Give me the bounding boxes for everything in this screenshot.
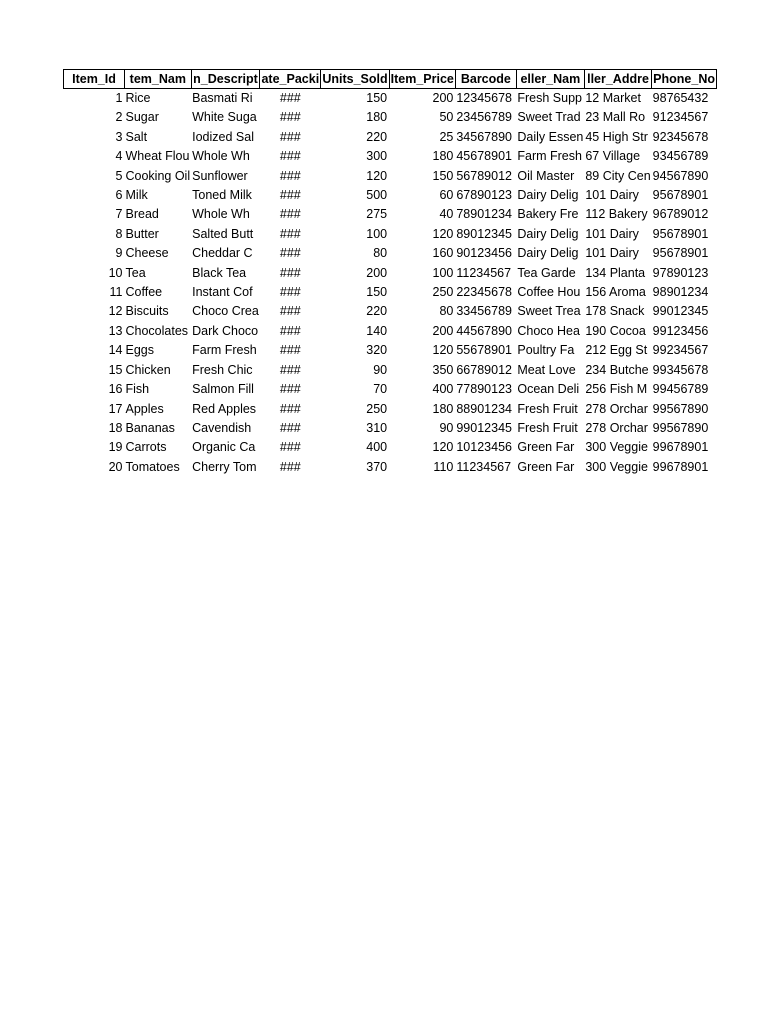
cell-seller-name[interactable]: Oil Master: [517, 168, 575, 183]
cell-seller-address[interactable]: 190 Cocoa: [585, 323, 646, 338]
cell-units-sold[interactable]: 300: [366, 149, 388, 164]
cell-barcode[interactable]: 99012345: [456, 420, 512, 435]
cell-item-id[interactable]: 18: [108, 420, 123, 435]
cell-seller-address[interactable]: 300 Veggie: [585, 459, 648, 474]
cell-barcode[interactable]: 90123456: [456, 246, 512, 261]
cell-item-price[interactable]: 110: [433, 459, 454, 474]
cell-item-name[interactable]: Cheese: [125, 246, 169, 261]
cell-item-price[interactable]: 200: [432, 323, 454, 338]
table-row: [64, 302, 717, 321]
cell-date-packing[interactable]: ###: [279, 226, 301, 241]
cell-units-sold[interactable]: 80: [373, 246, 388, 261]
cell-phone-no[interactable]: 95678901: [652, 226, 709, 241]
cell-phone-no[interactable]: 92345678: [652, 129, 709, 144]
cell-seller-name[interactable]: Dairy Delig: [517, 246, 579, 261]
cell-item-price[interactable]: 120: [432, 440, 454, 455]
cell-seller-address[interactable]: 101 Dairy: [585, 226, 639, 241]
cell-phone-no[interactable]: 97890123: [652, 265, 709, 280]
cell-item-name[interactable]: Apples: [125, 401, 164, 416]
cell-phone-no[interactable]: 91234567: [652, 110, 709, 125]
cell-item-price[interactable]: 250: [432, 285, 454, 300]
cell-item-description[interactable]: Organic Ca: [192, 440, 256, 455]
cell-seller-address[interactable]: 278 Orchar: [585, 420, 648, 435]
cell-date-packing[interactable]: ###: [279, 440, 301, 455]
cell-seller-address[interactable]: 256 Fish M: [585, 382, 648, 397]
cell-item-price[interactable]: 50: [439, 110, 454, 125]
cell-date-packing[interactable]: ###: [279, 459, 301, 474]
table-row: [64, 419, 717, 438]
cell-units-sold[interactable]: 120: [366, 168, 388, 183]
cell-phone-no[interactable]: 99456789: [652, 382, 709, 397]
cell-item-id[interactable]: 17: [108, 401, 123, 416]
cell-barcode[interactable]: 78901234: [456, 207, 512, 222]
cell-seller-address[interactable]: 278 Orchar: [585, 401, 648, 416]
cell-seller-name[interactable]: Choco Hea: [517, 323, 580, 338]
cell-item-price[interactable]: 60: [439, 188, 454, 203]
cell-seller-address[interactable]: 101 Dairy: [585, 246, 639, 261]
cell-item-id[interactable]: 12: [108, 304, 123, 319]
cell-item-name[interactable]: Fish: [125, 382, 150, 397]
cell-barcode[interactable]: 77890123: [456, 382, 512, 397]
cell-item-id[interactable]: 3: [115, 129, 123, 144]
table-row: [64, 264, 717, 283]
cell-seller-address[interactable]: 12 Market: [585, 91, 641, 105]
cell-seller-name[interactable]: Sweet Trea: [517, 304, 581, 319]
cell-date-packing[interactable]: ###: [279, 323, 301, 338]
cell-item-price[interactable]: 25: [439, 129, 454, 144]
cell-item-name[interactable]: Chicken: [125, 362, 171, 377]
cell-item-name[interactable]: Butter: [125, 226, 159, 241]
cell-units-sold[interactable]: 400: [366, 440, 388, 455]
cell-barcode[interactable]: 11234567: [456, 459, 512, 474]
cell-item-name[interactable]: Tea: [125, 265, 146, 280]
cell-seller-name[interactable]: Daily Essen: [517, 129, 584, 144]
cell-item-description[interactable]: Toned Milk: [192, 188, 252, 203]
header-col-seller-name[interactable]: eller_Nam: [516, 70, 584, 89]
cell-item-id[interactable]: 16: [108, 382, 123, 397]
cell-phone-no[interactable]: 99567890: [652, 420, 709, 435]
cell-units-sold[interactable]: 70: [373, 382, 388, 397]
cell-date-packing[interactable]: ###: [279, 149, 301, 164]
cell-item-price[interactable]: 100: [432, 265, 454, 280]
cell-phone-no[interactable]: 98765432: [652, 91, 709, 105]
table-row: [64, 225, 717, 244]
cell-item-price[interactable]: 180: [432, 401, 454, 416]
cell-item-id[interactable]: 13: [108, 323, 123, 338]
cell-units-sold[interactable]: 150: [366, 91, 388, 105]
cell-date-packing[interactable]: ###: [279, 129, 301, 144]
cell-seller-name[interactable]: Fresh Supp: [517, 91, 582, 105]
header-col-item-name[interactable]: tem_Nam: [125, 70, 192, 89]
cell-date-packing[interactable]: ###: [279, 207, 301, 222]
cell-date-packing[interactable]: ###: [279, 304, 301, 319]
cell-barcode[interactable]: 11234567: [456, 265, 512, 280]
cell-barcode[interactable]: 23456789: [456, 110, 512, 125]
cell-phone-no[interactable]: 95678901: [652, 188, 709, 203]
cell-item-description[interactable]: Black Tea: [192, 265, 247, 280]
table-row: [64, 380, 717, 399]
spreadsheet-table: [63, 69, 717, 477]
cell-item-price[interactable]: 160: [432, 246, 454, 261]
cell-item-id[interactable]: 9: [115, 246, 123, 261]
cell-item-id[interactable]: 5: [115, 168, 123, 183]
cell-date-packing[interactable]: ###: [279, 285, 301, 300]
cell-item-description[interactable]: Cheddar C: [192, 246, 253, 261]
table-body: [64, 89, 717, 478]
table-row: [64, 244, 717, 263]
cell-phone-no[interactable]: 99123456: [652, 323, 709, 338]
cell-phone-no[interactable]: 94567890: [652, 168, 709, 183]
cell-item-description[interactable]: Whole Wh: [192, 207, 250, 222]
cell-barcode[interactable]: 56789012: [456, 168, 512, 183]
cell-phone-no[interactable]: 95678901: [652, 246, 709, 261]
cell-item-name[interactable]: Rice: [125, 91, 151, 105]
cell-seller-address[interactable]: 112 Bakery: [585, 207, 648, 222]
cell-seller-address[interactable]: 23 Mall Ro: [585, 110, 646, 125]
cell-units-sold[interactable]: 90: [373, 362, 388, 377]
cell-seller-address[interactable]: 156 Aroma: [585, 285, 646, 300]
cell-barcode[interactable]: 55678901: [456, 343, 512, 358]
cell-item-price[interactable]: 150: [432, 168, 454, 183]
cell-date-packing[interactable]: ###: [279, 168, 301, 183]
cell-phone-no[interactable]: 99345678: [652, 362, 709, 377]
cell-item-description[interactable]: Red Apples: [192, 401, 257, 416]
cell-item-id[interactable]: 15: [108, 362, 123, 377]
cell-item-price[interactable]: 120: [432, 343, 454, 358]
cell-item-price[interactable]: 80: [439, 304, 454, 319]
cell-barcode[interactable]: 66789012: [456, 362, 512, 377]
cell-item-description[interactable]: Choco Crea: [192, 304, 259, 319]
cell-units-sold[interactable]: 220: [366, 304, 388, 319]
cell-units-sold[interactable]: 220: [366, 129, 388, 144]
cell-item-id[interactable]: 7: [115, 207, 123, 222]
cell-item-id[interactable]: 14: [108, 343, 123, 358]
cell-seller-address[interactable]: 101 Dairy: [585, 188, 639, 203]
cell-item-name[interactable]: Tomatoes: [125, 459, 180, 474]
cell-item-name[interactable]: Eggs: [125, 343, 154, 358]
cell-item-name[interactable]: Cooking Oil: [125, 168, 191, 183]
cell-item-id[interactable]: 11: [109, 285, 123, 300]
table-row: [64, 400, 717, 419]
cell-phone-no[interactable]: 99012345: [652, 304, 709, 319]
cell-item-description[interactable]: Basmati Ri: [192, 91, 253, 105]
cell-item-price[interactable]: 180: [432, 149, 454, 164]
cell-seller-name[interactable]: Green Far: [517, 459, 575, 474]
cell-item-name[interactable]: Coffee: [125, 285, 163, 300]
cell-barcode[interactable]: 34567890: [456, 129, 512, 144]
cell-item-id[interactable]: 19: [108, 440, 123, 455]
cell-date-packing[interactable]: ###: [279, 362, 301, 377]
table-row: [64, 186, 717, 205]
cell-item-name[interactable]: Biscuits: [125, 304, 169, 319]
cell-units-sold[interactable]: 250: [366, 401, 388, 416]
cell-seller-name[interactable]: Green Far: [517, 440, 575, 455]
table-row: [64, 128, 717, 147]
cell-item-name[interactable]: Carrots: [125, 440, 167, 455]
cell-date-packing[interactable]: ###: [279, 110, 301, 125]
cell-barcode[interactable]: 45678901: [456, 149, 512, 164]
cell-item-price[interactable]: 40: [439, 207, 454, 222]
cell-units-sold[interactable]: 310: [366, 420, 388, 435]
cell-date-packing[interactable]: ###: [279, 401, 301, 416]
table-row: [64, 108, 717, 127]
cell-seller-name[interactable]: Bakery Fre: [517, 207, 579, 222]
cell-date-packing[interactable]: ###: [279, 188, 301, 203]
cell-item-description[interactable]: Fresh Chic: [192, 362, 253, 377]
cell-phone-no[interactable]: 98901234: [652, 285, 709, 300]
cell-item-name[interactable]: Chocolates: [125, 323, 189, 338]
cell-seller-name[interactable]: Coffee Hou: [517, 285, 581, 300]
cell-item-price[interactable]: 400: [432, 382, 454, 397]
cell-seller-address[interactable]: 178 Snack: [585, 304, 645, 319]
table-row: [64, 361, 717, 380]
cell-units-sold[interactable]: 200: [366, 265, 388, 280]
cell-seller-address[interactable]: 134 Planta: [585, 265, 646, 280]
cell-seller-name[interactable]: Dairy Delig: [517, 226, 579, 241]
cell-item-description[interactable]: White Suga: [192, 110, 257, 125]
cell-item-id[interactable]: 4: [115, 149, 123, 164]
table-row: [64, 283, 717, 302]
cell-seller-name[interactable]: Meat Love: [517, 362, 576, 377]
cell-phone-no[interactable]: 96789012: [652, 207, 709, 222]
cell-item-price[interactable]: 90: [439, 420, 454, 435]
cell-item-price[interactable]: 120: [432, 226, 454, 241]
cell-item-description[interactable]: Iodized Sal: [192, 129, 254, 144]
cell-item-id[interactable]: 1: [115, 91, 123, 105]
cell-item-id[interactable]: 10: [108, 265, 123, 280]
header-col-phone-no[interactable]: Phone_No: [652, 70, 717, 89]
header-col-barcode[interactable]: Barcode: [455, 70, 516, 89]
cell-seller-name[interactable]: Tea Garde: [517, 265, 576, 280]
header-col-item-id[interactable]: Item_Id: [64, 70, 125, 89]
cell-phone-no[interactable]: 99567890: [652, 401, 709, 416]
cell-item-description[interactable]: Instant Cof: [192, 285, 253, 300]
cell-date-packing[interactable]: ###: [279, 343, 301, 358]
cell-item-price[interactable]: 200: [432, 91, 454, 105]
cell-barcode[interactable]: 88901234: [456, 401, 512, 416]
cell-item-id[interactable]: 2: [115, 110, 123, 125]
table-row: [64, 89, 717, 109]
cell-seller-name[interactable]: Dairy Delig: [517, 188, 579, 203]
cell-item-id[interactable]: 8: [115, 226, 123, 241]
header-col-units-sold[interactable]: Units_Sold: [321, 70, 389, 89]
cell-seller-address[interactable]: 212 Egg St: [585, 343, 648, 358]
cell-item-description[interactable]: Dark Choco: [192, 323, 259, 338]
cell-date-packing[interactable]: ###: [279, 246, 301, 261]
cell-barcode[interactable]: 10123456: [456, 440, 512, 455]
cell-units-sold[interactable]: 180: [366, 110, 388, 125]
cell-item-price[interactable]: 350: [432, 362, 454, 377]
cell-item-id[interactable]: 20: [108, 459, 123, 474]
cell-item-name[interactable]: Bread: [125, 207, 159, 222]
cell-item-description[interactable]: Salmon Fill: [192, 382, 254, 397]
cell-seller-name[interactable]: Fresh Fruit: [517, 420, 578, 435]
cell-item-id[interactable]: 6: [115, 188, 123, 203]
cell-item-description[interactable]: Whole Wh: [192, 149, 250, 164]
cell-seller-name[interactable]: Ocean Deli: [517, 382, 580, 397]
header-col-date-packing[interactable]: ate_Packi: [260, 70, 321, 89]
cell-barcode[interactable]: 33456789: [456, 304, 512, 319]
cell-seller-address[interactable]: 234 Butche: [585, 362, 649, 377]
cell-date-packing[interactable]: ###: [279, 91, 301, 105]
cell-phone-no[interactable]: 99234567: [652, 343, 709, 358]
cell-item-name[interactable]: Salt: [125, 129, 148, 144]
cell-date-packing[interactable]: ###: [279, 265, 301, 280]
cell-barcode[interactable]: 89012345: [456, 226, 512, 241]
cell-item-description[interactable]: Salted Butt: [192, 226, 254, 241]
cell-barcode[interactable]: 22345678: [456, 285, 512, 300]
cell-date-packing[interactable]: ###: [279, 420, 301, 435]
header-col-item-description[interactable]: n_Descript: [191, 70, 260, 89]
cell-units-sold[interactable]: 100: [366, 226, 388, 241]
cell-seller-name[interactable]: Farm Fresh: [517, 149, 582, 164]
cell-item-name[interactable]: Wheat Flou: [125, 149, 190, 164]
cell-barcode[interactable]: 44567890: [456, 323, 512, 338]
cell-item-description[interactable]: Sunflower: [192, 168, 248, 183]
table-row: [64, 147, 717, 166]
cell-units-sold[interactable]: 370: [366, 459, 388, 474]
cell-seller-address[interactable]: 89 City Cen: [585, 168, 651, 183]
cell-units-sold[interactable]: 275: [366, 207, 388, 222]
cell-date-packing[interactable]: ###: [279, 382, 301, 397]
cell-units-sold[interactable]: 140: [366, 323, 388, 338]
cell-seller-name[interactable]: Fresh Fruit: [517, 401, 578, 416]
table-row: [64, 322, 717, 341]
table-row: [64, 341, 717, 360]
header-row: [64, 70, 717, 89]
cell-item-name[interactable]: Bananas: [125, 420, 175, 435]
cell-item-description[interactable]: Cavendish: [192, 420, 252, 435]
table-row: [64, 205, 717, 224]
cell-seller-address[interactable]: 67 Village: [585, 149, 641, 164]
cell-phone-no[interactable]: 99678901: [652, 459, 709, 474]
table-row: [64, 438, 717, 457]
table-row: [64, 167, 717, 186]
cell-seller-address[interactable]: 300 Veggie: [585, 440, 648, 455]
cell-seller-name[interactable]: Sweet Trad: [517, 110, 581, 125]
header-col-seller-address[interactable]: ller_Addre: [584, 70, 651, 89]
table-row: [64, 458, 717, 477]
cell-item-name[interactable]: Sugar: [125, 110, 159, 125]
cell-barcode[interactable]: 67890123: [456, 188, 512, 203]
cell-item-description[interactable]: Farm Fresh: [192, 343, 257, 358]
cell-seller-name[interactable]: Poultry Fa: [517, 343, 575, 358]
cell-item-description[interactable]: Cherry Tom: [192, 459, 257, 474]
cell-units-sold[interactable]: 320: [366, 343, 388, 358]
cell-units-sold[interactable]: 150: [366, 285, 388, 300]
cell-phone-no[interactable]: 93456789: [652, 149, 709, 164]
cell-item-name[interactable]: Milk: [125, 188, 148, 203]
cell-units-sold[interactable]: 500: [366, 188, 388, 203]
header-col-item-price[interactable]: Item_Price: [389, 70, 455, 89]
cell-seller-address[interactable]: 45 High Str: [585, 129, 648, 144]
cell-barcode[interactable]: 12345678: [456, 91, 512, 105]
cell-phone-no[interactable]: 99678901: [652, 440, 709, 455]
